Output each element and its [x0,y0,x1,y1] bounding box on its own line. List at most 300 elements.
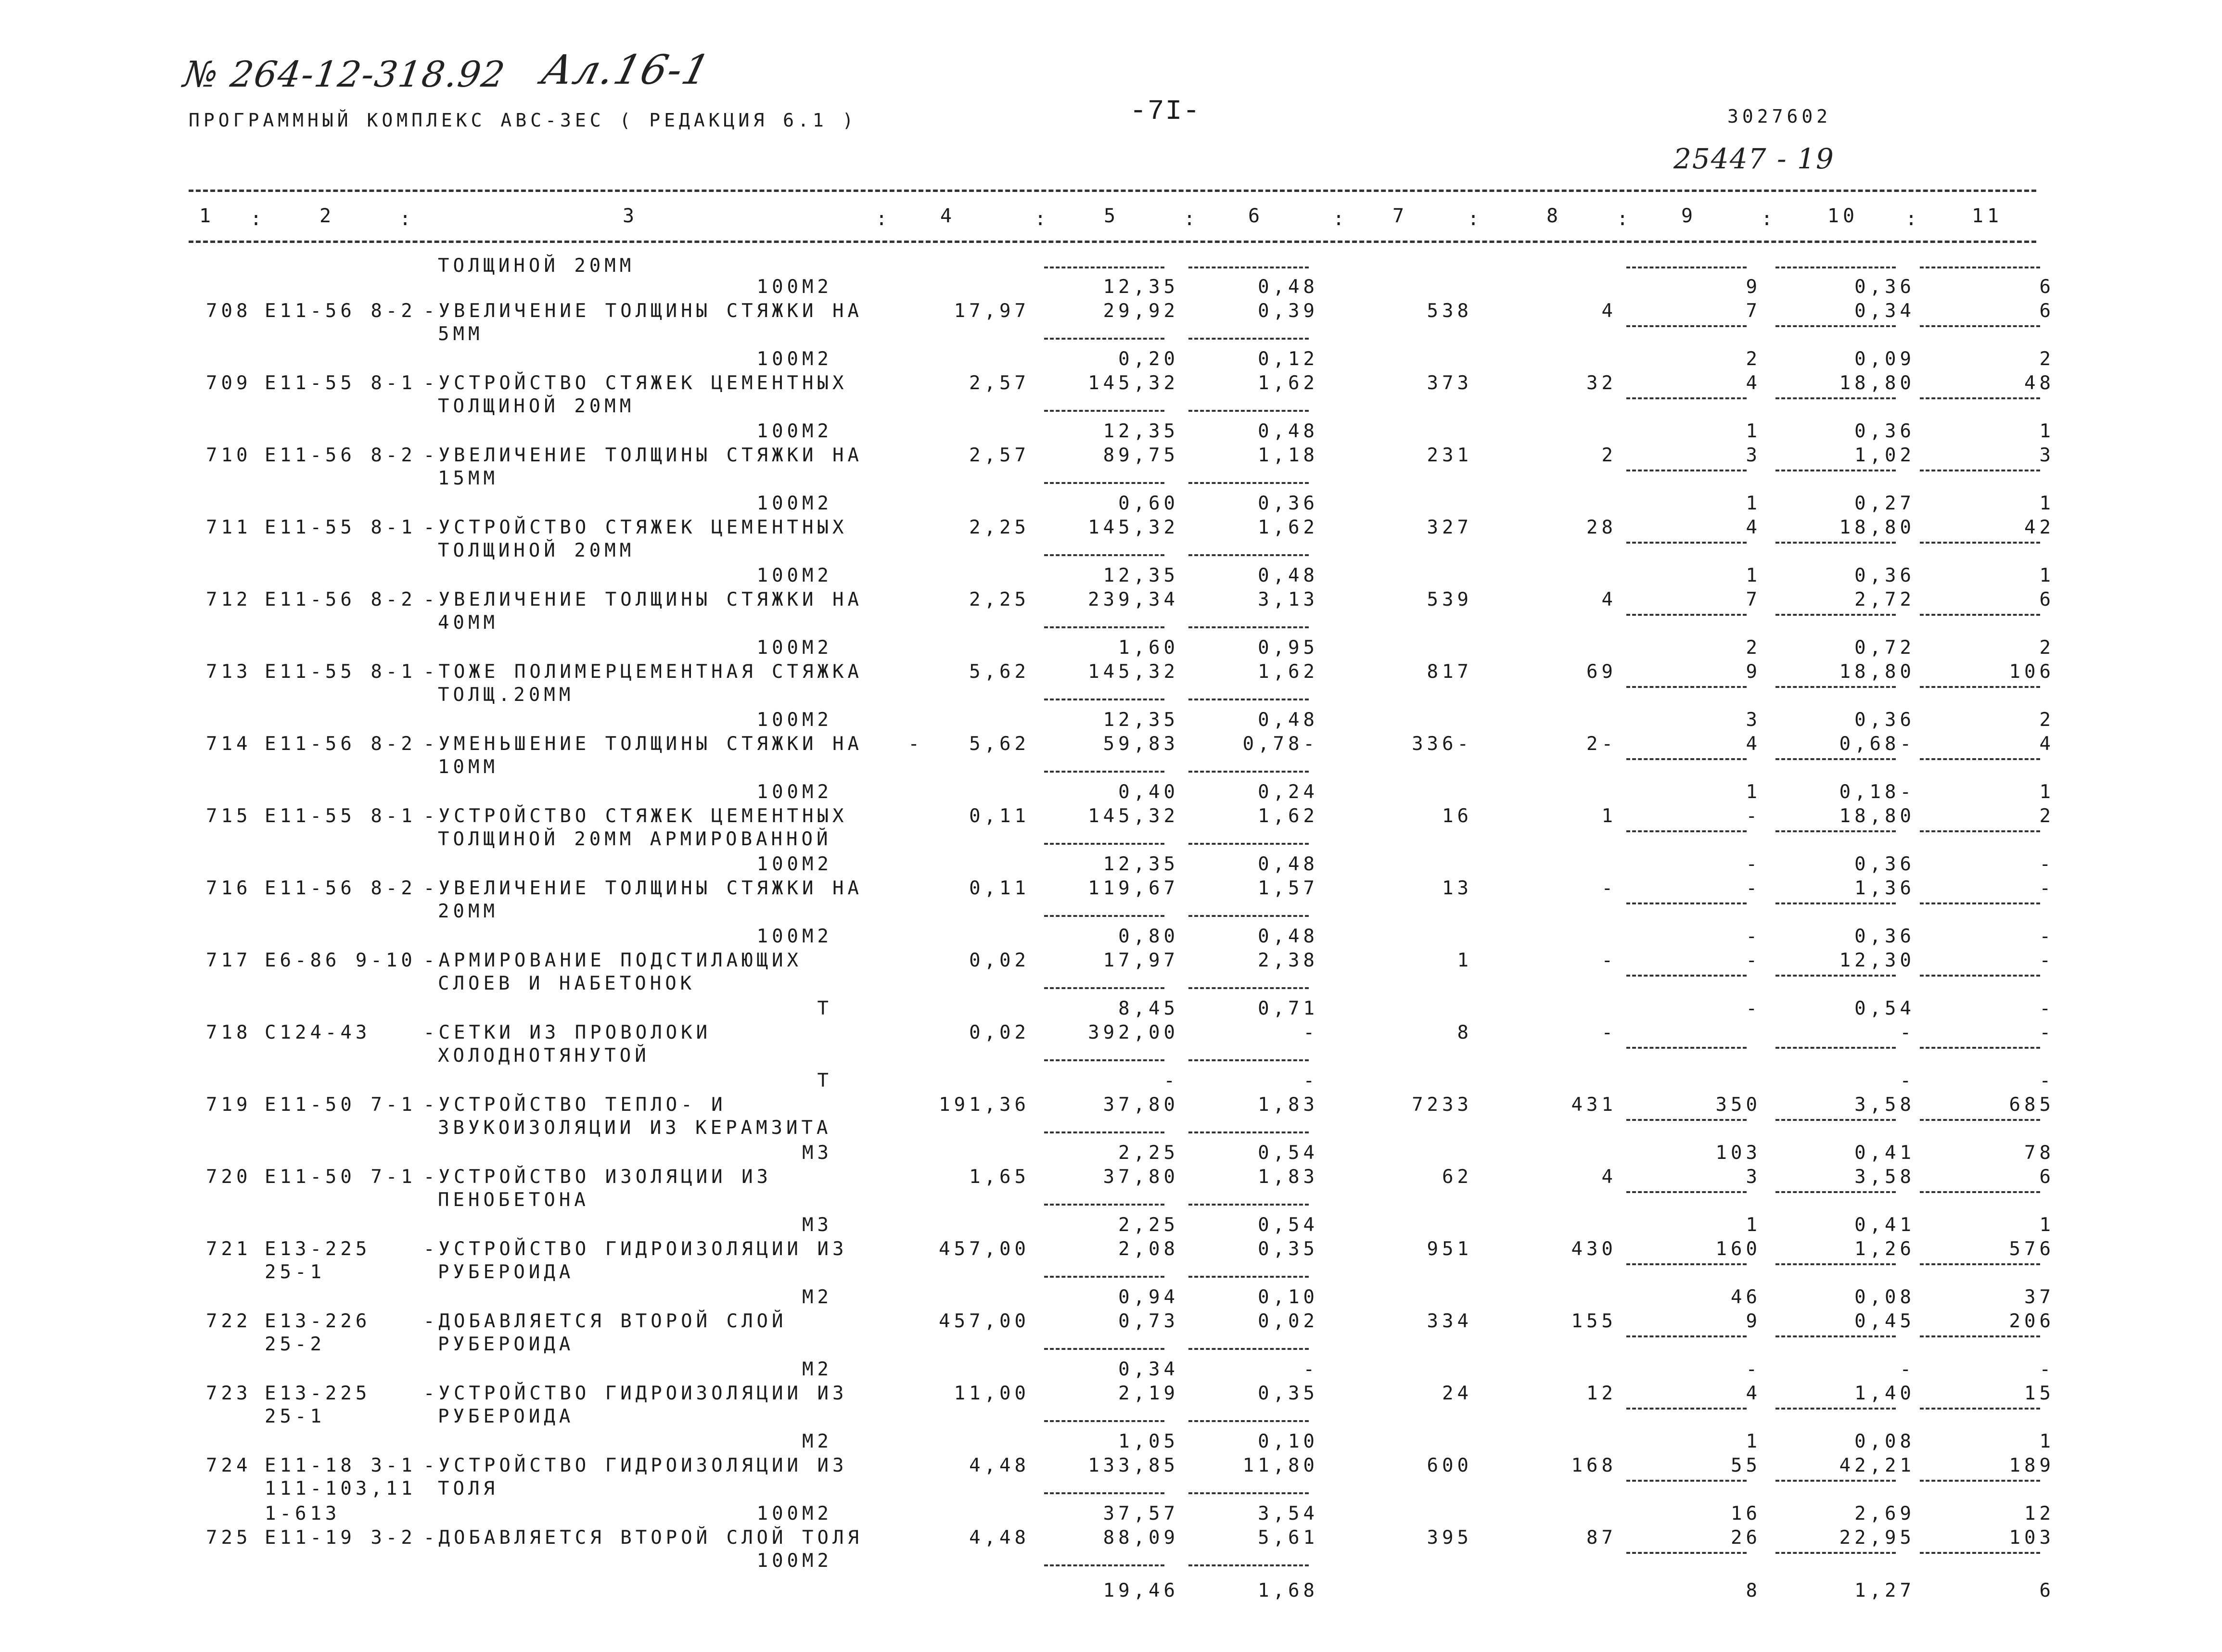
unit-cost: 89,75 [1103,445,1179,466]
quantity: 457,00 [939,1310,1030,1332]
norm-col10: 0,41 [1854,1214,1915,1236]
dash-line [1775,1408,1896,1410]
dash-line [1626,1408,1747,1410]
norm-col10: 0,09 [1854,348,1915,370]
dash-line [1188,1276,1309,1278]
rate-code: Е11-50 7-1 [265,1094,416,1116]
unit-cost: 145,32 [1088,517,1179,538]
item-description: -УМЕНЬШЕНИЕ ТОЛЩИНЫ СТЯЖКИ НА - [423,733,923,755]
col11-value: 576 [2009,1238,2055,1260]
norm-col11: 2 [2039,709,2055,731]
rate-code: Е11-56 8-2 [265,445,416,466]
dash-line [1920,902,2040,904]
unit-cost: 0,73 [1118,1310,1179,1332]
rate-code: Е13-226 [265,1310,371,1332]
dash-line [1044,1276,1164,1278]
table-header-rule [189,241,2036,243]
total-wages: - [1601,877,1617,899]
dash-line [1188,1420,1309,1422]
norm-col11: 37 [2024,1286,2055,1308]
total-wages: 32 [1586,372,1617,394]
col11-value: - [2039,877,2055,899]
dash-line [1044,554,1164,556]
unit-wages: 0,39 [1258,300,1318,322]
quantity: 5,62 [969,733,1030,755]
dash-line [1044,699,1164,700]
col9-value: 350 [1715,1094,1761,1116]
col11-value: 189 [2009,1455,2055,1476]
quantity: 2,57 [969,445,1030,466]
unit-wages: 11,80 [1242,1455,1318,1476]
norm-value-a: 37,57 [1103,1503,1179,1525]
dash-line [1044,771,1164,773]
norm-col11: 6 [2039,1580,2055,1601]
column-header-8: 8 [1546,205,1562,227]
item-number: 719 [206,1094,252,1116]
dash-line [1188,338,1309,340]
norm-col10: 0,08 [1854,1286,1915,1308]
norm-value-b: 0,54 [1258,1142,1318,1164]
norm-value-b: 3,54 [1258,1503,1318,1525]
dash-line [1626,830,1747,832]
rate-code: Е11-56 8-2 [265,733,416,755]
col11-value: - [2039,950,2055,971]
unit-label: 100М2 [756,926,832,947]
table-row [0,1214,2222,1286]
unit-label: М3 [802,1214,832,1236]
norm-value-b: 0,24 [1258,781,1318,803]
dash-line [1920,267,2040,268]
dash-line [1920,1263,2040,1265]
col11-value: 103 [2009,1527,2055,1549]
norm-col11: 1 [2039,781,2055,803]
norm-col9: 2 [1746,637,1761,659]
unit-wages: 1,62 [1258,805,1318,827]
item-number: 708 [206,300,252,322]
rate-code: Е11-56 8-2 [265,300,416,322]
col9-value: 4 [1746,733,1761,755]
unit-label: 100М2 [756,565,832,586]
unit-cost: 392,00 [1088,1022,1179,1043]
col10-value: 18,80 [1839,805,1915,827]
total-cost: 395 [1427,1527,1472,1549]
total-wages: 69 [1586,661,1617,683]
item-description-continuation: СЛОЕВ И НАБЕТОНОК [438,973,696,994]
norm-col10: 0,08 [1854,1431,1915,1452]
dash-line [1044,1420,1164,1422]
col10-value: 12,30 [1839,950,1915,971]
dash-line [1188,626,1309,628]
table-row [0,998,2222,1070]
dash-line [1920,1552,2040,1554]
norm-value-a: 0,94 [1118,1286,1179,1308]
table-row [0,1359,2222,1431]
rate-code: Е6-86 9-10 [265,950,416,971]
norm-col10: 0,18- [1839,781,1915,803]
code-continuation: 1-613 [265,1503,341,1525]
dash-line [1775,758,1896,760]
unit-label: М2 [802,1359,832,1380]
dash-line [1044,1059,1164,1061]
dash-line [1775,1119,1896,1121]
col11-value: 4 [2039,733,2055,755]
item-description-continuation: ТОЛЩИНОЙ 20ММ [438,395,635,417]
item-description: -УСТРОЙСТВО ГИДРОИЗОЛЯЦИИ ИЗ [423,1455,848,1476]
rate-code-continuation: 25-1 [265,1261,325,1283]
col10-value: 1,02 [1854,445,1915,466]
col10-value: 1,40 [1854,1383,1915,1404]
norm-col11: - [2039,1070,2055,1092]
handwritten-document-number: № 264-12-318.92 [180,54,508,95]
unit-label: 100М2 [756,709,832,731]
item-description: -СЕТКИ ИЗ ПРОВОЛОКИ [423,1022,712,1043]
total-wages: 4 [1601,1166,1617,1188]
rate-code-continuation: 25-2 [265,1334,325,1355]
dash-line [1775,397,1896,399]
dash-line [1626,1335,1747,1337]
dash-line [1044,482,1164,484]
table-row [0,1142,2222,1214]
item-description: -ДОБАВЛЯЕТСЯ ВТОРОЙ СЛОЙ ТОЛЯ [423,1527,863,1549]
total-cost: 62 [1442,1166,1472,1188]
column-separator: : [1333,208,1349,230]
item-description: -УСТРОЙСТВО ТЕПЛО- И [423,1094,727,1116]
col10-value: 18,80 [1839,517,1915,538]
item-number: 720 [206,1166,252,1188]
item-number: 724 [206,1455,252,1476]
item-number: 711 [206,517,252,538]
norm-value-a: 0,34 [1118,1359,1179,1380]
item-description: -УСТРОЙСТВО СТЯЖЕК ЦЕМЕНТНЫХ [423,517,848,538]
norm-col11: 2 [2039,637,2055,659]
dash-line [1626,542,1747,544]
col10-value: 42,21 [1839,1455,1915,1476]
norm-value-b: 0,71 [1258,998,1318,1019]
norm-col10: 0,41 [1854,1142,1915,1164]
total-wages: 155 [1571,1310,1617,1332]
table-row [0,781,2222,853]
column-separator: : [1905,208,1921,230]
dash-line [1920,1408,2040,1410]
dash-line [1626,614,1747,616]
dash-line [1044,987,1164,989]
unit-cost: 145,32 [1088,805,1179,827]
norm-col10: 0,36 [1854,853,1915,875]
norm-col10: - [1900,1359,1915,1380]
item-description-continuation: РУБЕРОИДА [438,1334,575,1355]
unit-cost: 37,80 [1103,1166,1179,1188]
norm-col9: 16 [1731,1503,1761,1525]
rate-code: Е11-55 8-1 [265,805,416,827]
dash-line [1920,1191,2040,1193]
dash-line [1920,830,2040,832]
dash-line [1044,338,1164,340]
item-description: -УВЕЛИЧЕНИЕ ТОЛЩИНЫ СТЯЖКИ НА [423,877,863,899]
norm-value-a: 1,05 [1118,1431,1179,1452]
norm-value-a: 0,60 [1118,493,1179,514]
item-number: 713 [206,661,252,683]
dash-line [1920,470,2040,471]
unit-label: 100М2 [756,1503,832,1525]
rate-code: Е11-18 3-1 [265,1455,416,1476]
dash-line [1775,1191,1896,1193]
dash-line [1775,830,1896,832]
item-description: -УВЕЛИЧЕНИЕ ТОЛЩИНЫ СТЯЖКИ НА [423,300,863,322]
norm-value-a: - [1163,1070,1179,1092]
norm-col9: - [1746,926,1761,947]
total-cost: 538 [1427,300,1472,322]
norm-col9: 103 [1715,1142,1761,1164]
unit-label: 100М2 [756,853,832,875]
norm-col11: 1 [2039,420,2055,442]
unit-cost: 17,97 [1103,950,1179,971]
norm-value-a: 12,35 [1103,276,1179,298]
item-description: -ТОЖЕ ПОЛИМЕРЦЕМЕНТНАЯ СТЯЖКА [423,661,863,683]
col10-value: - [1900,1022,1915,1043]
dash-line [1044,410,1164,412]
col10-value: 18,80 [1839,372,1915,394]
quantity: 191,36 [939,1094,1030,1116]
column-header-row [0,205,2222,234]
lead-in-text: ТОЛЩИНОЙ 20ММ [438,255,635,277]
norm-value-a: 0,40 [1118,781,1179,803]
norm-value-b: 0,10 [1258,1286,1318,1308]
item-number: 722 [206,1310,252,1332]
quantity: 2,57 [969,372,1030,394]
norm-value-b: 0,48 [1258,709,1318,731]
quantity: 457,00 [939,1238,1030,1260]
table-row [0,1070,2222,1142]
norm-col9: 3 [1746,709,1761,731]
dash-line [1626,1263,1747,1265]
norm-col11: 6 [2039,276,2055,298]
norm-value-b: 0,48 [1258,565,1318,586]
item-number: 709 [206,372,252,394]
dash-line [1044,1564,1164,1566]
dash-line [1775,325,1896,327]
quantity: 4,48 [969,1527,1030,1549]
col11-value: 15 [2024,1383,2055,1404]
dash-line [1188,267,1309,268]
unit-wages: 2,38 [1258,950,1318,971]
unit-wages: 1,62 [1258,661,1318,683]
norm-col10: 2,69 [1854,1503,1915,1525]
unit-cost: 119,67 [1088,877,1179,899]
rate-code: Е11-19 3-2 [265,1527,416,1549]
unit-label: М2 [802,1431,832,1452]
unit-label: 100М2 [756,420,832,442]
total-wages: 2 [1601,445,1617,466]
col9-value: 3 [1746,445,1761,466]
column-separator: : [1761,208,1777,230]
total-cost: 336- [1412,733,1472,755]
total-cost: 13 [1442,877,1472,899]
item-description: -АРМИРОВАНИЕ ПОДСТИЛАЮЩИХ [423,950,802,971]
column-separator: : [1184,208,1200,230]
norm-col9: 46 [1731,1286,1761,1308]
item-description-continuation: ЗВУКОИЗОЛЯЦИИ ИЗ КЕРАМЗИТА [438,1117,832,1139]
rate-code: Е13-225 [265,1383,371,1404]
dash-line [1188,1348,1309,1350]
table-row [0,493,2222,565]
unit-wages: 0,35 [1258,1238,1318,1260]
rate-code: С124-43 [265,1022,371,1043]
dash-line [1188,1131,1309,1133]
col9-value: 55 [1731,1455,1761,1476]
item-description-continuation: 15ММ [438,468,498,489]
item-description-continuation: ПЕНОБЕТОНА [438,1189,589,1211]
quantity: 2,25 [969,589,1030,610]
norm-col10: 0,36 [1854,709,1915,731]
item-description-continuation: 5ММ [438,323,484,345]
norm-value-a: 19,46 [1103,1580,1179,1601]
unit-wages: 1,62 [1258,517,1318,538]
dash-line [1775,1480,1896,1482]
norm-col10: 1,27 [1854,1580,1915,1601]
norm-col11: 1 [2039,565,2055,586]
norm-value-b: 0,48 [1258,926,1318,947]
total-cost: 231 [1427,445,1472,466]
dash-line [1044,1131,1164,1133]
unit-cost: 145,32 [1088,661,1179,683]
dash-line [1626,758,1747,760]
unit-label: 100М2 [756,1550,832,1572]
handwritten-code: 25447 - 19 [1673,142,1835,175]
norm-value-a: 12,35 [1103,709,1179,731]
column-header-3: 3 [622,205,639,227]
item-description: -УСТРОЙСТВО СТЯЖЕК ЦЕМЕНТНЫХ [423,805,848,827]
dash-line [1044,626,1164,628]
dash-line [1044,915,1164,917]
total-cost: 24 [1442,1383,1472,1404]
quantity: 1,65 [969,1166,1030,1188]
norm-col9: 9 [1746,276,1761,298]
dash-line [1626,1552,1747,1554]
col9-value: 9 [1746,1310,1761,1332]
dash-line [1920,686,2040,688]
rate-code: Е11-55 8-1 [265,372,416,394]
dash-line [1920,325,2040,327]
unit-label: 100М2 [756,348,832,370]
table-row [0,420,2222,493]
total-cost: 951 [1427,1238,1472,1260]
dash-line [1920,975,2040,977]
total-cost: 539 [1427,589,1472,610]
dash-line [1188,1204,1309,1206]
table-top-rule [189,190,2036,192]
item-number: 715 [206,805,252,827]
item-description-continuation: ТОЛЩИНОЙ 20ММ [438,540,635,561]
dash-line [1188,987,1309,989]
dash-line [1626,1119,1747,1121]
rate-code: Е11-50 7-1 [265,1166,416,1188]
total-cost: 7233 [1412,1094,1472,1116]
dash-line [1044,267,1164,268]
item-number: 723 [206,1383,252,1404]
norm-col10: 0,72 [1854,637,1915,659]
item-description: -УСТРОЙСТВО ИЗОЛЯЦИИ ИЗ [423,1166,772,1188]
total-wages: - [1601,950,1617,971]
total-cost: 16 [1442,805,1472,827]
unit-wages: - [1303,1022,1318,1043]
norm-value-a: 1,60 [1118,637,1179,659]
unit-label: 100М2 [756,781,832,803]
col9-value: 9 [1746,661,1761,683]
unit-wages: 0,35 [1258,1383,1318,1404]
norm-value-a: 0,20 [1118,348,1179,370]
norm-col11: 2 [2039,348,2055,370]
total-wages: 1 [1601,805,1617,827]
norm-value-b: 0,54 [1258,1214,1318,1236]
unit-wages: 3,13 [1258,589,1318,610]
unit-label: 100М2 [756,276,832,298]
dash-line [1920,1335,2040,1337]
item-description-continuation: ХОЛОДНОТЯНУТОЙ [438,1045,650,1067]
unit-cost: 133,85 [1088,1455,1179,1476]
norm-value-b: - [1303,1359,1318,1380]
unit-cost: 2,08 [1118,1238,1179,1260]
unit-cost: 2,19 [1118,1383,1179,1404]
column-header-6: 6 [1248,205,1264,227]
rate-code: Е11-56 8-2 [265,589,416,610]
unit-label: Т [817,998,832,1019]
total-wages: 87 [1586,1527,1617,1549]
dash-line [1775,614,1896,616]
dash-line [1188,482,1309,484]
norm-col10: 0,36 [1854,420,1915,442]
col11-value: 42 [2024,517,2055,538]
dash-line [1920,542,2040,544]
item-description: -УВЕЛИЧЕНИЕ ТОЛЩИНЫ СТЯЖКИ НА [423,445,863,466]
dash-line [1775,542,1896,544]
col11-value: - [2039,1022,2055,1043]
norm-value-a: 2,25 [1118,1214,1179,1236]
col9-value: 4 [1746,372,1761,394]
dash-line [1044,1204,1164,1206]
unit-cost: 29,92 [1103,300,1179,322]
norm-value-b: 1,68 [1258,1580,1318,1601]
column-header-10: 10 [1827,205,1859,227]
item-number: 725 [206,1527,252,1549]
norm-col9: 1 [1746,781,1761,803]
item-number: 717 [206,950,252,971]
total-wages: 2- [1586,733,1617,755]
col9-value: 160 [1715,1238,1761,1260]
column-separator: : [876,208,892,230]
col10-value: 0,68- [1839,733,1915,755]
total-cost: 600 [1427,1455,1472,1476]
item-number: 716 [206,877,252,899]
col11-value: 206 [2009,1310,2055,1332]
norm-col9: 1 [1746,565,1761,586]
unit-wages: 0,02 [1258,1310,1318,1332]
item-description-continuation: 10ММ [438,756,498,778]
norm-col10: 0,36 [1854,276,1915,298]
rate-code: Е13-225 [265,1238,371,1260]
table-row [0,709,2222,781]
unit-wages: 0,78- [1242,733,1318,755]
norm-col11: 1 [2039,493,2055,514]
col9-value: - [1746,950,1761,971]
norm-col10: 0,27 [1854,493,1915,514]
column-separator: : [1468,208,1483,230]
col10-value: 2,72 [1854,589,1915,610]
col9-value: 7 [1746,300,1761,322]
item-description: -УСТРОЙСТВО СТЯЖЕК ЦЕМЕНТНЫХ [423,372,848,394]
dash-line [1775,1047,1896,1049]
item-description-continuation: 40ММ [438,612,498,634]
quantity: 2,25 [969,517,1030,538]
